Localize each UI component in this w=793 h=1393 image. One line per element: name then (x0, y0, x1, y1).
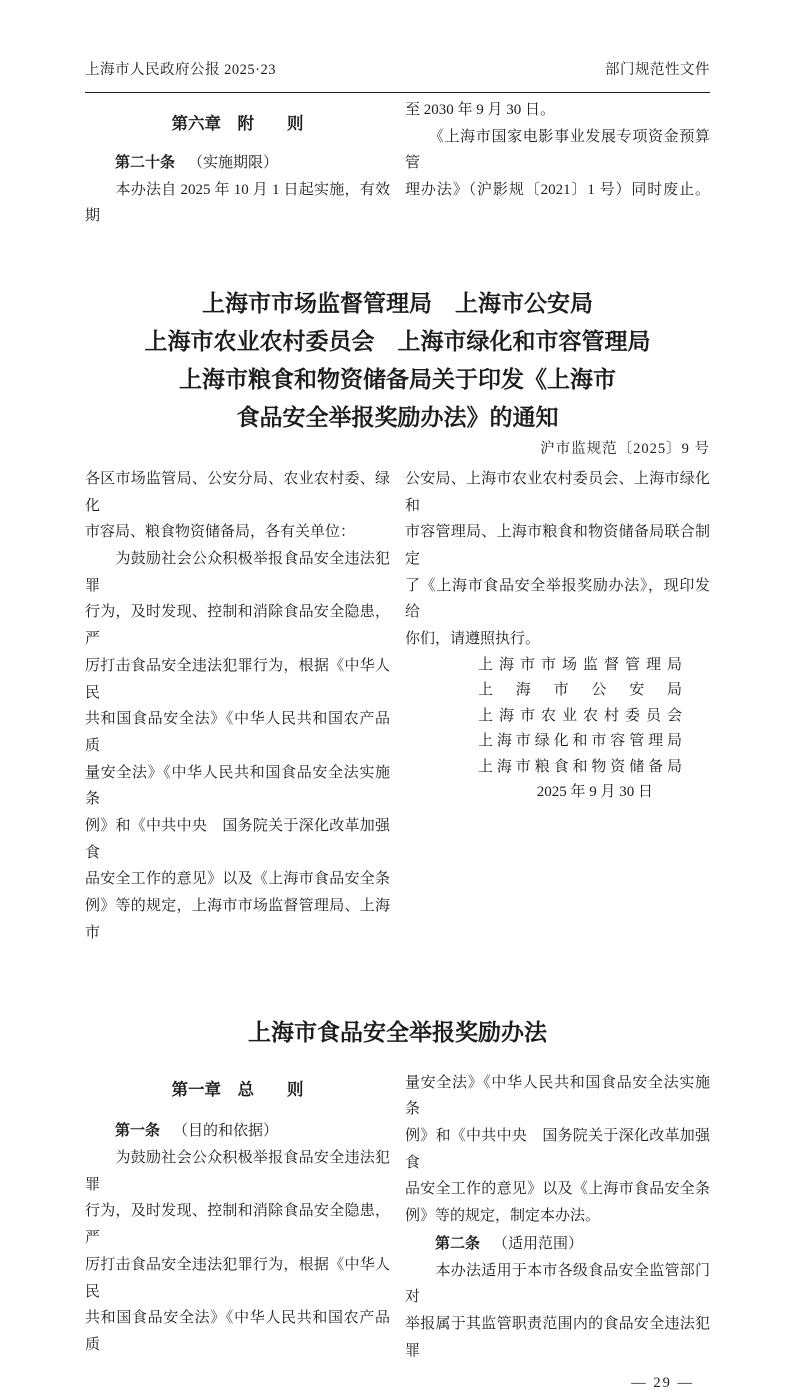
article-2-label: 第二条 (435, 1234, 481, 1252)
signature-date: 2025 年 9 月 30 日 (536, 784, 653, 801)
body-line: 品安全工作的意见》以及《上海市食品安全条 (85, 871, 390, 888)
article-2-title: （适用范围） (493, 1235, 584, 1252)
measure-body (85, 1051, 710, 1365)
body-line: 为鼓励社会公众积极举报食品安全违法犯罪 (85, 551, 390, 594)
article-20-label: 第二十条 (115, 153, 176, 171)
signature-line: 上海市绿化和市容管理局 (478, 733, 682, 750)
section-category-label: 部门规范性文件 (605, 62, 710, 78)
article-2-line (405, 1230, 710, 1258)
body-line: 为鼓励社会公众积极举报食品安全违法犯罪 (85, 1150, 390, 1193)
article-1-label: 第一条 (115, 1122, 161, 1140)
body-line: 共和国食品安全法》《中华人民共和国农产品质 (85, 711, 390, 754)
article-20-line (85, 149, 390, 177)
gazette-page (0, 60, 793, 1391)
notice-right-column (405, 466, 710, 947)
body-line: 共和国食品安全法》《中华人民共和国农产品质 (85, 1310, 390, 1353)
body-line: 厉打击食品安全违法犯罪行为，根据《中华人民 (85, 1256, 390, 1300)
body-line: 举报属于其监管职责范围内的食品安全违法犯罪 (405, 1316, 710, 1359)
notice-body (85, 466, 710, 947)
body-line: 例》和《中共中央 国务院关于深化改革加强食 (405, 1127, 710, 1171)
body-line: 公安局、上海市农业农村委员会、上海市绿化和 (405, 470, 710, 514)
signature-block (478, 653, 682, 781)
notice-title-line-4: 食品安全举报奖励办法》的通知 (236, 403, 559, 430)
measure-left-column (85, 1051, 390, 1365)
body-line: 例》和《中共中央 国务院关于深化改革加强食 (85, 818, 390, 861)
body-line: 了《上海市食品安全举报奖励办法》，现印发给 (405, 577, 710, 621)
article-20-title: （实施期限） (188, 154, 279, 171)
signature-line: 上海市粮食和物资储备局 (478, 758, 682, 775)
body-line: 行为，及时发现、控制和消除食品安全隐患，严 (85, 1203, 390, 1247)
signature-line: 上海市公安局 (478, 682, 682, 699)
body-line: 本办法适用于本市各级食品安全监管部门对 (405, 1262, 710, 1306)
notice-title-line-2: 上海市农业农村委员会 上海市绿化和市容管理局 (144, 327, 651, 354)
measure-title: 上海市食品安全举报奖励办法 (248, 1018, 547, 1045)
signature-line: 上海市农业农村委员会 (478, 707, 682, 724)
body-line: 各区市场监管局、公安分局、农业农村委、绿化 (85, 470, 390, 514)
body-line: 市容管理局、上海市粮食和物资储备局联合制定 (405, 524, 710, 568)
body-line: 厉打击食品安全违法犯罪行为，根据《中华人民 (85, 657, 390, 701)
notice-left-column (85, 466, 390, 947)
article-1-title: （目的和依据） (173, 1123, 279, 1140)
gazette-title-issue: 上海市人民政府公报 2025·23 (85, 62, 276, 78)
body-line: 市容局、粮食物资储备局，各有关单位： (85, 524, 356, 541)
document-number: 沪市监规范〔2025〕9 号 (540, 440, 710, 457)
prev-left-column (85, 97, 390, 230)
body-line: 至 2030 年 9 月 30 日。 (405, 102, 556, 118)
notice-title-line-3: 上海市粮食和物资储备局关于印发《上海市 (179, 365, 616, 392)
body-line: 例》等的规定，上海市市场监督管理局、上海市 (85, 898, 390, 941)
chapter-1-heading: 第一章 总 则 (171, 1079, 304, 1099)
body-line: 本办法自 2025 年 10 月 1 日起实施，有效期 (85, 181, 390, 225)
article-1-line (85, 1117, 390, 1145)
signature-line: 上海市市场监督管理局 (478, 656, 682, 673)
body-line: 品安全工作的意见》以及《上海市食品安全条 (405, 1181, 710, 1198)
previous-document-end (85, 97, 710, 230)
measure-right-column (405, 1070, 710, 1365)
body-line: 例》等的规定，制定本办法。 (405, 1208, 601, 1225)
body-line: 《上海市国家电影事业发展专项资金预算管 (405, 128, 710, 172)
notice-title (85, 284, 710, 436)
page-header (85, 60, 710, 93)
notice-title-line-1: 上海市市场监督管理局 上海市公安局 (202, 289, 593, 316)
prev-right-column (405, 97, 710, 230)
body-line: 量安全法》《中华人民共和国食品安全法实施条 (85, 764, 390, 808)
body-line: 量安全法》《中华人民共和国食品安全法实施条 (405, 1074, 710, 1118)
body-line: 行为，及时发现、控制和消除食品安全隐患，严 (85, 604, 390, 648)
body-line: 你们，请遵照执行。 (405, 631, 541, 648)
body-line: 理办法》（沪影规〔2021〕1 号）同时废止。 (405, 182, 710, 199)
page-number: — 29 — (631, 1374, 694, 1391)
chapter-heading: 第六章 附 则 (171, 114, 304, 133)
